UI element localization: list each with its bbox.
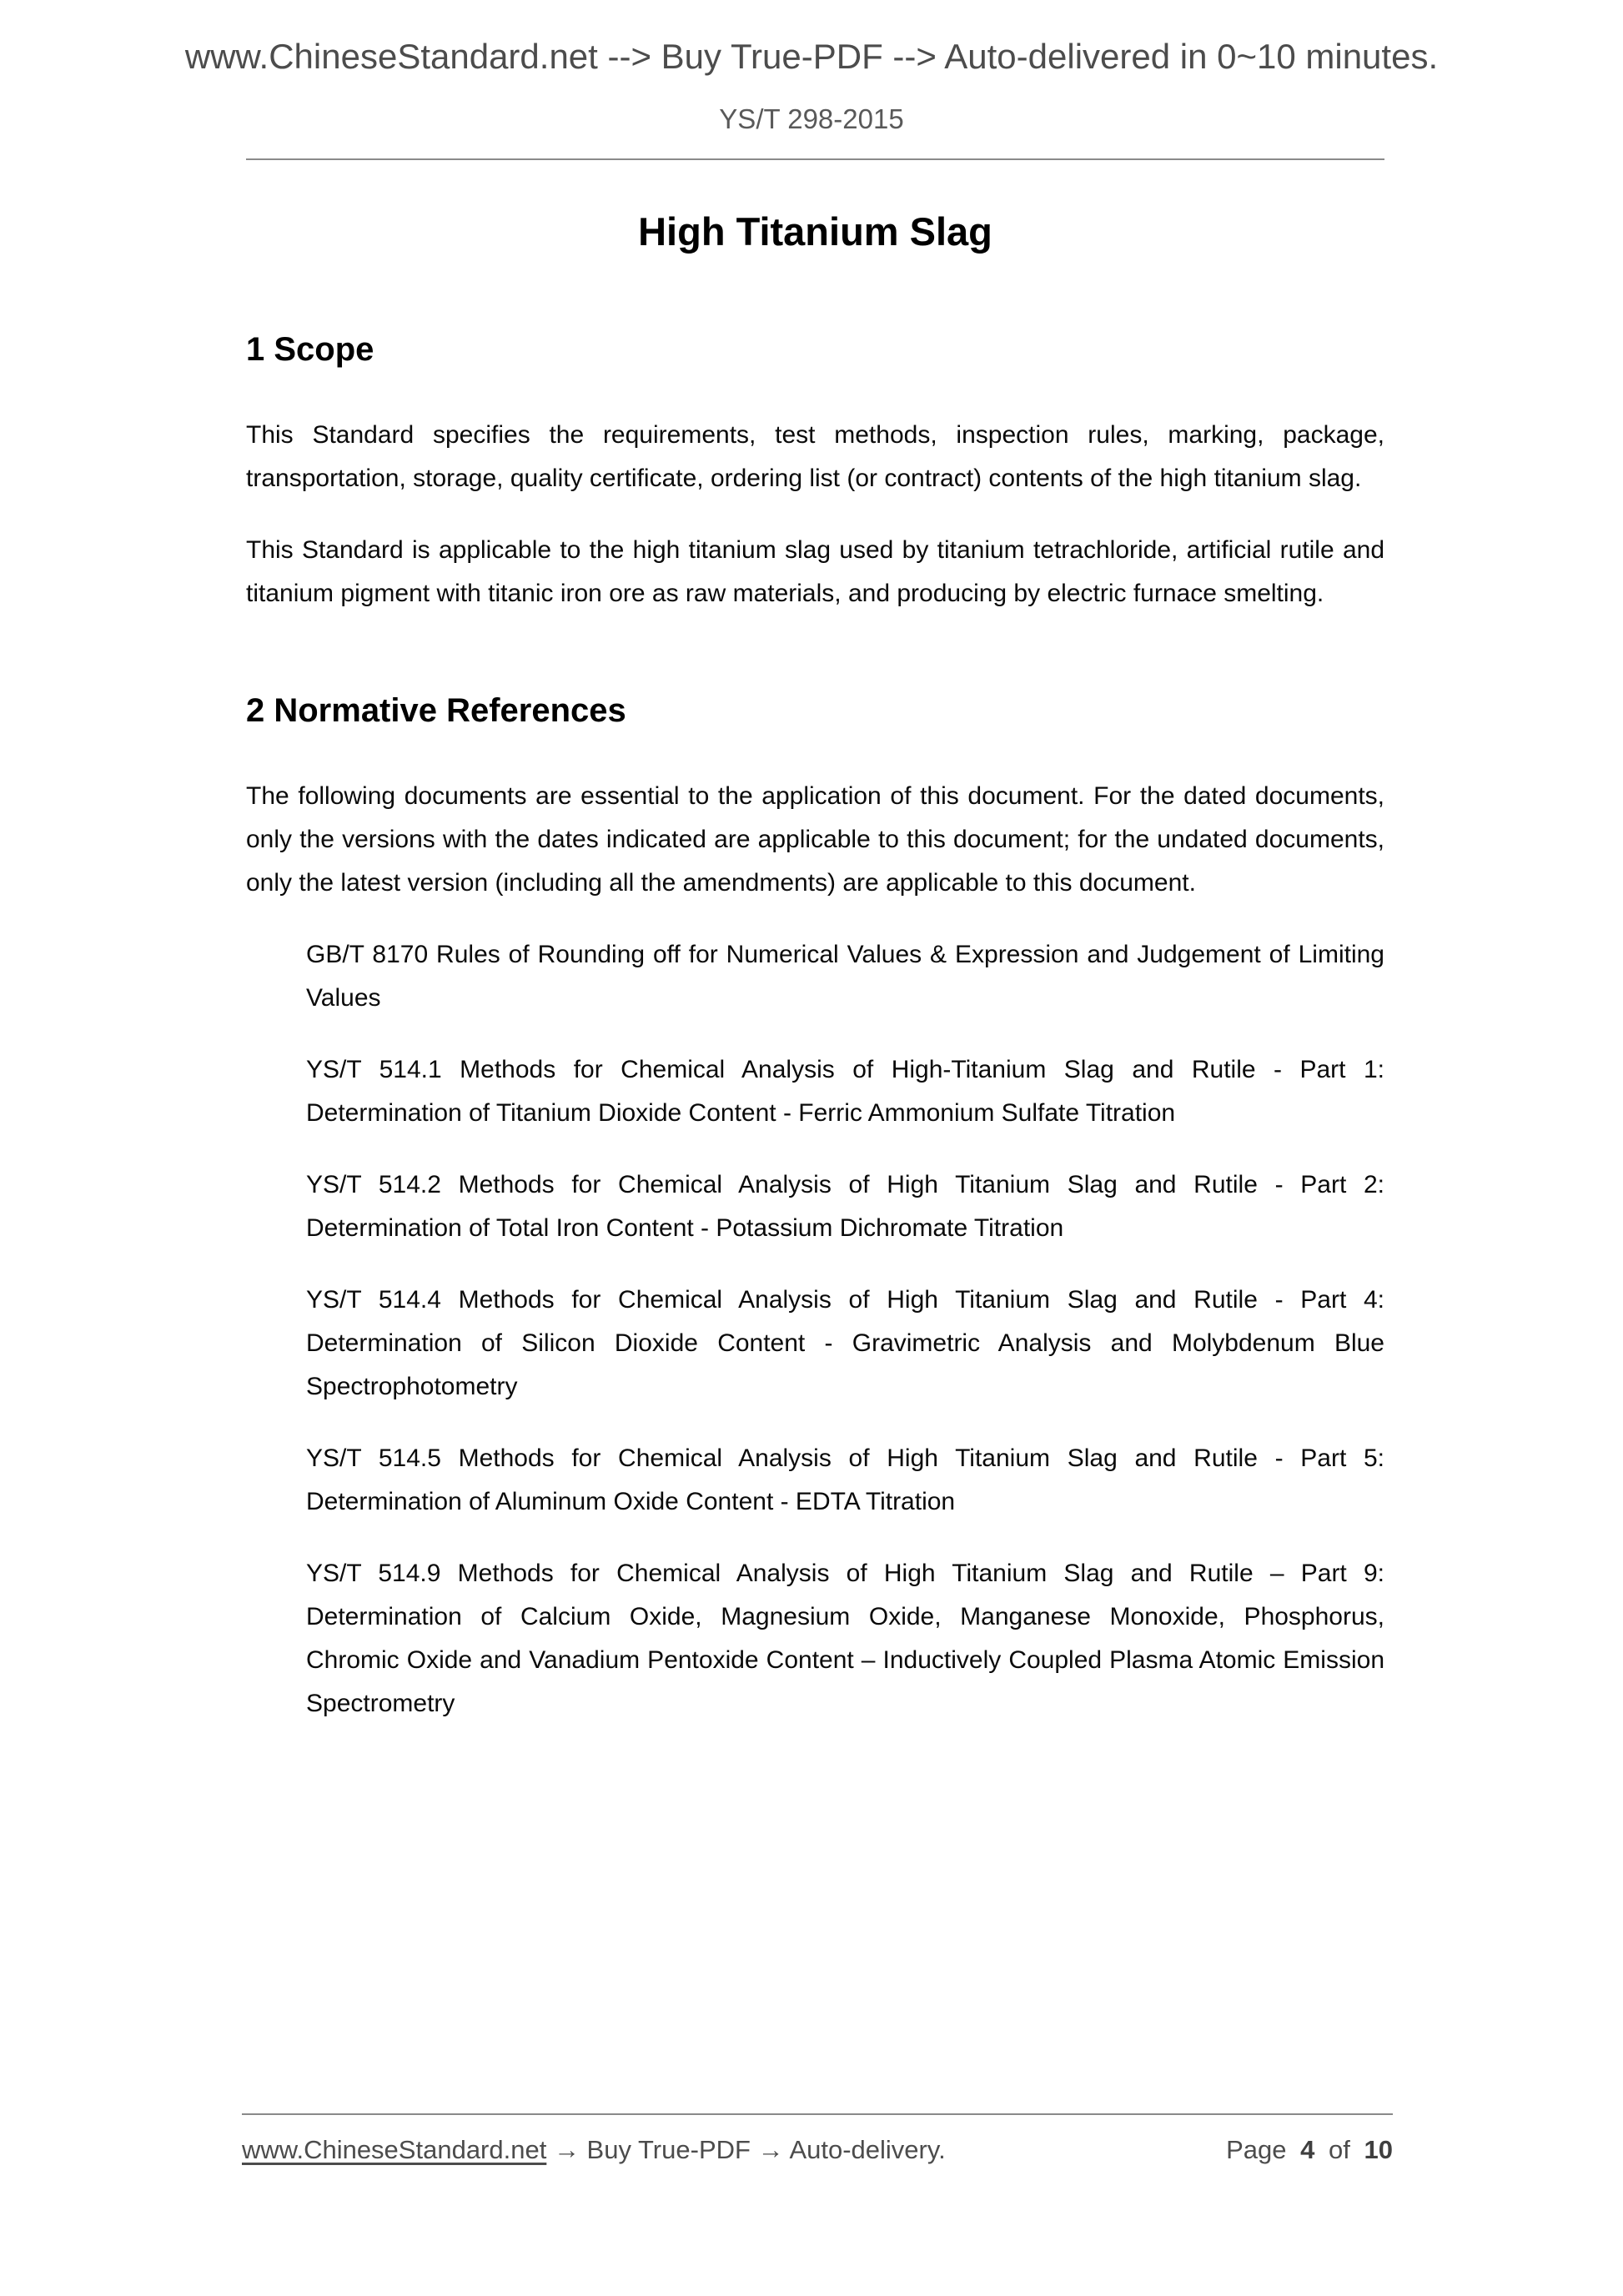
footer-left xyxy=(242,2135,946,2165)
page-of-label: of xyxy=(1329,2135,1350,2164)
reference-entry: YS/T 514.5 Methods for Chemical Analysis of High Titanium Slag and Rutile - Part 5: Determination of Aluminum Oxide Content - EDTA Titration xyxy=(306,1444,1384,1515)
page-current: 4 xyxy=(1300,2135,1315,2164)
document-title: High Titanium Slag xyxy=(638,209,992,254)
section-heading: 2 Normative References xyxy=(246,692,626,729)
document-body xyxy=(246,331,1384,1726)
page-content xyxy=(246,158,1384,1726)
header-note: www.ChineseStandard.net --> Buy True-PDF --> Auto-delivered in 0~10 minutes. xyxy=(184,37,1439,76)
page-total: 10 xyxy=(1364,2135,1393,2164)
footer-link[interactable]: www.ChineseStandard.net xyxy=(242,2135,547,2164)
reference-entry: YS/T 514.9 Methods for Chemical Analysis of High Titanium Slag and Rutile – Part 9: Determination of Calcium Oxide, Magnesium Oxide, Manganese Monoxide, Phosphorus, Chromic Oxide and Vanadium Pentoxide Content – Inductively Coupled Plasma Atomic Emission Spectrometry xyxy=(306,1560,1384,1717)
header-rule xyxy=(246,158,1384,160)
page-indicator xyxy=(1226,2135,1393,2165)
paragraph: This Standard is applicable to the high titanium slag used by titanium tetrachloride, artificial rutile and titanium pigment with titanic iron ore as raw materials, and producing by electric furnace smelting. xyxy=(246,536,1384,607)
footer-path-text: → Buy True-PDF → Auto-delivery. xyxy=(546,2135,946,2164)
footer-rule xyxy=(242,2113,1393,2115)
reference-entry: YS/T 514.1 Methods for Chemical Analysis of High-Titanium Slag and Rutile - Part 1: Determination of Titanium Dioxide Content - Ferric Ammonium Sulfate Titration xyxy=(306,1056,1384,1127)
page-footer xyxy=(242,2113,1393,2165)
section-heading: 1 Scope xyxy=(246,331,374,368)
reference-entry: YS/T 514.2 Methods for Chemical Analysis of High Titanium Slag and Rutile - Part 2: Determination of Total Iron Content - Potassium Dichromate Titration xyxy=(306,1171,1384,1242)
reference-entry: YS/T 514.4 Methods for Chemical Analysis of High Titanium Slag and Rutile - Part 4: Determination of Silicon Dioxide Content - Gravimetric Analysis and Molybdenum Blue Spectrophotometry xyxy=(306,1286,1384,1400)
doc-code: YS/T 298-2015 xyxy=(719,103,904,134)
page-label: Page xyxy=(1226,2135,1287,2164)
paragraph: This Standard specifies the requirements, test methods, inspection rules, marking, package, transportation, storage, quality certificate, ordering list (or contract) contents of the high titanium slag. xyxy=(246,421,1384,492)
reference-entry: GB/T 8170 Rules of Rounding off for Numerical Values & Expression and Judgement of Limiting Values xyxy=(306,941,1384,1012)
paragraph: The following documents are essential to the application of this document. For the dated documents, only the versions with the dates indicated are applicable to this document; for the undated documents, only the latest version (including all the amendments) are applicable to this document. xyxy=(246,782,1384,897)
